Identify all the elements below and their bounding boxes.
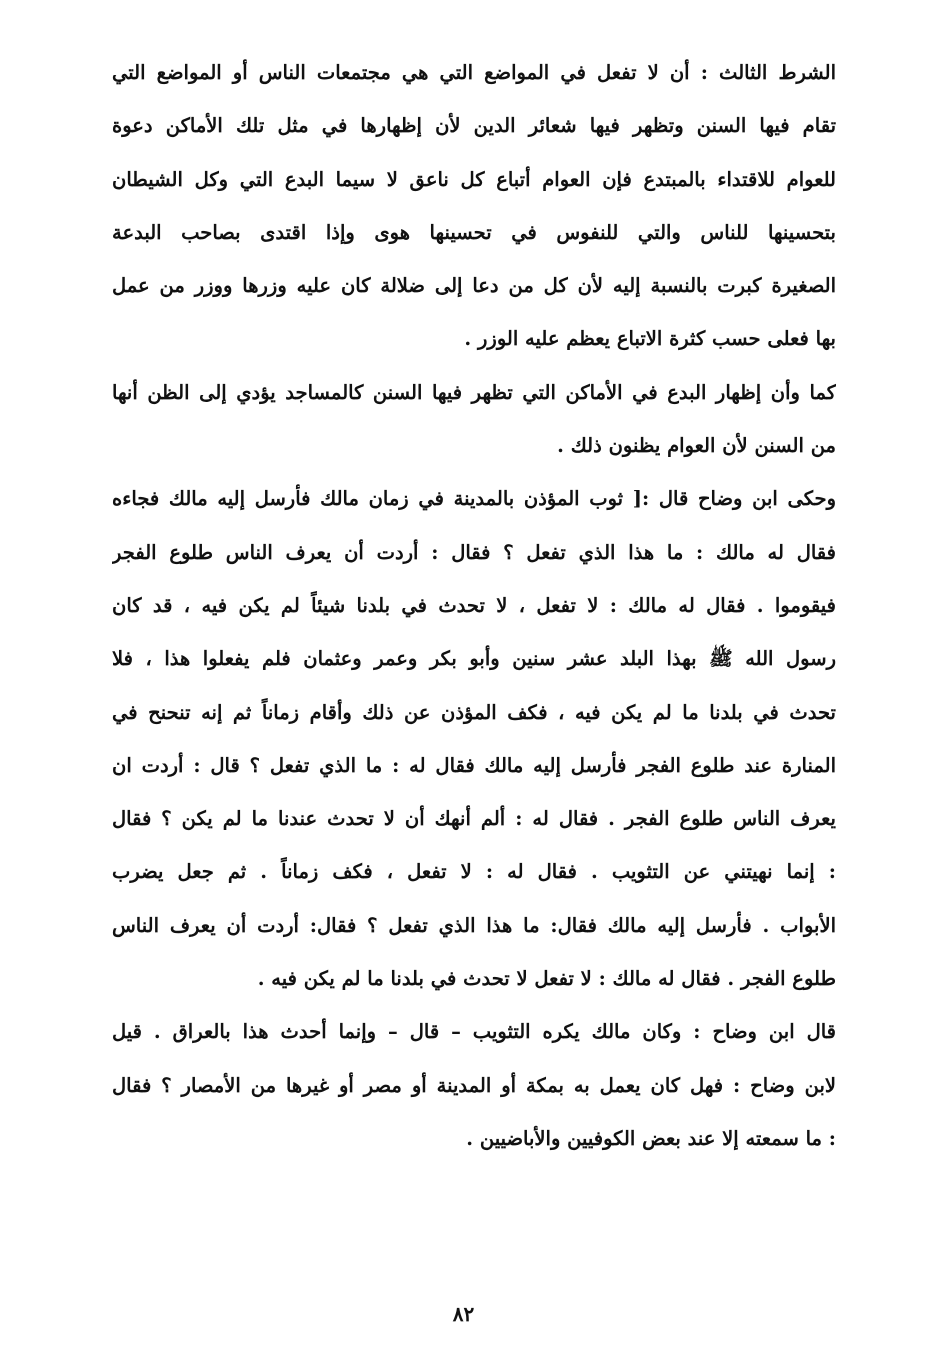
text-line: وحكى ابن وضاح قال :[ ثوب المؤذن بالمدينة في زمان مالك فأرسل إليه مالك فجاءه bbox=[112, 487, 836, 511]
text-line: الشرط الثالث : أن لا تفعل في المواضع التي هي مجتمعات الناس أو المواضع التي bbox=[112, 61, 836, 84]
text-line: رسول الله ﷺ بهذا البلد عشر سنين وأبو بكر وعمر وعثمان فلم يفعلوا هذا ، فلا bbox=[112, 647, 836, 671]
paragraph-ibn-waddah-comment bbox=[112, 1005, 836, 1165]
text-body bbox=[112, 46, 836, 1165]
paragraph-ibn-waddah-narration bbox=[112, 472, 836, 1005]
text-line: : إنما نهيتني عن التثويب . فقال له : لا تفعل ، فكف زماناً . ثم جعل يضرب bbox=[112, 860, 836, 884]
paragraph-third-condition bbox=[112, 46, 836, 366]
text-line: لابن وضاح : فهل كان يعمل به بمكة أو المدينة أو مصر أو غيرها من الأمصار ؟ فقال bbox=[112, 1073, 836, 1097]
page-number: ٨٢ bbox=[452, 1302, 475, 1326]
text-line: بتحسينها للناس والتي للنفوس في تحسينها هوى وإذا اقتدى بصاحب البدعة bbox=[112, 220, 836, 244]
text-line: قال ابن وضاح : وكان مالك يكره التثويب – قال – وإنما أحدث هذا بالعراق . قيل bbox=[112, 1020, 836, 1044]
text-line: من السنن لأن العوام يظنون ذلك . bbox=[557, 434, 836, 458]
text-line: المنارة عند طلوع الفجر فأرسل إليه مالك فقال له : ما الذي تفعل ؟ قال : أردت ان bbox=[112, 753, 836, 777]
text-line: فقال له مالك : ما هذا الذي تفعل ؟ فقال : أردت أن يعرف الناس طلوع الفجر bbox=[112, 540, 836, 564]
text-line: فيقوموا . فقال له مالك : لا تفعل ، لا تحدث في بلدنا شيئاً لم يكن فيه ، قد كان bbox=[112, 593, 836, 617]
text-line: تقام فيها السنن وتظهر فيها شعائر الدين لأن إظهارها في مثل تلك الأماكن دعوة bbox=[112, 114, 836, 138]
text-line: الأبواب . فأرسل إليه مالك فقال: ما هذا الذي تفعل ؟ فقال: أردت أن يعرف الناس bbox=[112, 913, 836, 937]
text-line: : ما سمعته إلا عند بعض الكوفيين والأباضيين . bbox=[466, 1126, 836, 1150]
text-line: تحدث في بلدنا ما لم يكن فيه ، فكف المؤذن عن ذلك وأقام زماناً ثم إنه تنحنح في bbox=[112, 700, 836, 724]
text-line: للعوام للاقتداء بالمبتدع فإن العوام أتباع كل ناعق لا سيما البدع التي وكل الشيطان bbox=[112, 167, 836, 191]
text-line: طلوع الفجر . فقال له مالك : لا تفعل لا تحدث في بلدنا ما لم يكن فيه . bbox=[257, 967, 836, 991]
paragraph-mosques bbox=[112, 366, 836, 473]
text-line: كما وأن إظهار البدع في الأماكن التي تظهر فيها السنن كالمساجد يؤدي إلى الظن أنها bbox=[112, 380, 836, 404]
text-line: بها فعلى حسب كثرة الاتباع يعظم عليه الوزر . bbox=[464, 327, 836, 351]
text-line: الصغيرة كبرت بالنسبة إليه لأن كل من دعا إلى ضلالة كان عليه وزرها ووزر من عمل bbox=[112, 274, 836, 298]
text-line: يعرف الناس طلوع الفجر . فقال له : ألم أنهك أن لا تحدث عندنا ما لم يكن ؟ فقال bbox=[112, 807, 836, 831]
